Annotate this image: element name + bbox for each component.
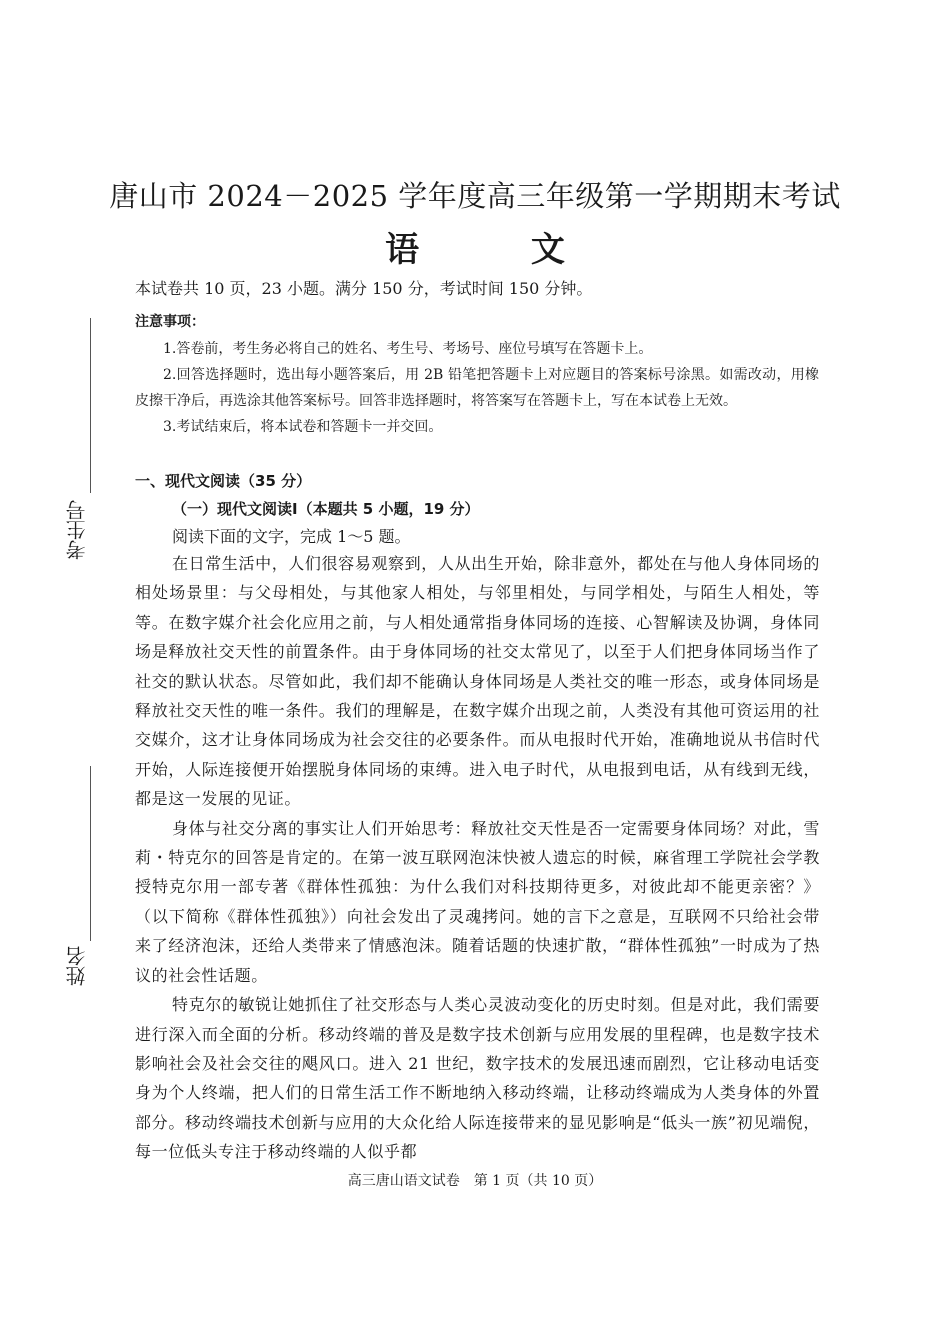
notice-title: 注意事项： [135,314,205,330]
page-footer: 高三唐山语文试卷 第 1 页（共 10 页） [347,1173,603,1189]
passage-paragraph: 在日常生活中，人们很容易观察到，人从出生开始，除非意外，都处在与他人身体同场的相处场景里：与父母相处，与其他家人相处，与邻里相处，与同学相处，与陌生人相处，等等。在数字媒介社会化应用之前，与人相处通常指身体同场的连接、心智解读及协调，身体同场是释放社交天性的前置条件。由于身体同场的社交太常见了，以至于人们把身体同场当作了社交的默认状态。尽管如此，我们却不能确认身体同场是人类社交的唯一形态，或身体同场是释放社交天性的唯一条件。我们的理解是，在数字媒介出现之前，人类没有其他可资运用的社交媒介，这才让身体同场成为社会交往的必要条件。而从电报时代开始，准确地说从书信时代开始，人际连接便开始摆脱身体同场的束缚。进入电子时代，从电报到电话，从有线到无线，都是这一发展的见证。 [135,554,820,809]
notice-item: 1.答卷前，考生务必将自己的姓名、考生号、考场号、座位号填写在答题卡上。 [163,341,653,357]
reading-passage [135,549,820,1167]
notice-item: 3.考试结束后，将本试卷和答题卡一并交回。 [163,419,443,435]
section-heading: 一、现代文阅读（35 分） [135,472,312,490]
reading-instruction: 阅读下面的文字，完成 1～5 题。 [172,527,411,546]
exam-number-line [90,318,91,493]
notice-item: 2.回答选择题时，选出每小题答案后，用 2B 铅笔把答题卡上对应题目的答案标号涂黑。如需改动，用橡皮擦干净后，再选涂其他答案标号。回答非选择题时，将答案写在答题卡上，写在本试卷上无效。 [135,367,819,409]
passage-paragraph: 特克尔的敏锐让她抓住了社交形态与人类心灵波动变化的历史时刻。但是对此，我们需要进行深入而全面的分析。移动终端的普及是数字技术创新与应用发展的里程碑，也是数字技术影响社会及社会交往的飓风口。进入 21 世纪，数字技术的发展迅速而剧烈，它让移动电话变身为个人终端，把人们的日常生活工作不断地纳入移动终端，让移动终端成为人类身体的外置部分。移动终端技术创新与应用的大众化给人际连接带来的显见影响是“低头一族”初见端倪，每一位低头专注于移动终端的人似乎都 [135,995,820,1162]
exam-intro: 本试卷共 10 页，23 小题。满分 150 分，考试时间 150 分钟。 [135,279,593,298]
subsection-heading: （一）现代文阅读Ⅰ（本题共 5 小题，19 分） [172,500,480,518]
subject-title: 语 文 [385,230,595,270]
exam-number-label: 考生号 [65,500,89,560]
name-line [90,766,91,941]
name-label: 姓名 [65,946,89,986]
notice-list [135,336,819,440]
exam-title: 唐山市 2024－2025 学年度高三年级第一学期期末考试 [109,179,841,213]
passage-paragraph: 身体与社交分离的事实让人们开始思考：释放社交天性是否一定需要身体同场？对此，雪莉・特克尔的回答是肯定的。在第一波互联网泡沫快被人遗忘的时候，麻省理工学院社会学教授特克尔用一部专著《群体性孤独：为什么我们对科技期待更多，对彼此却不能更亲密？》（以下简称《群体性孤独》）向社会发出了灵魂拷问。她的言下之意是，互联网不只给社会带来了经济泡沫，还给人类带来了情感泡沫。随着话题的快速扩散，“群体性孤独”一时成为了热议的社会性话题。 [135,818,820,985]
